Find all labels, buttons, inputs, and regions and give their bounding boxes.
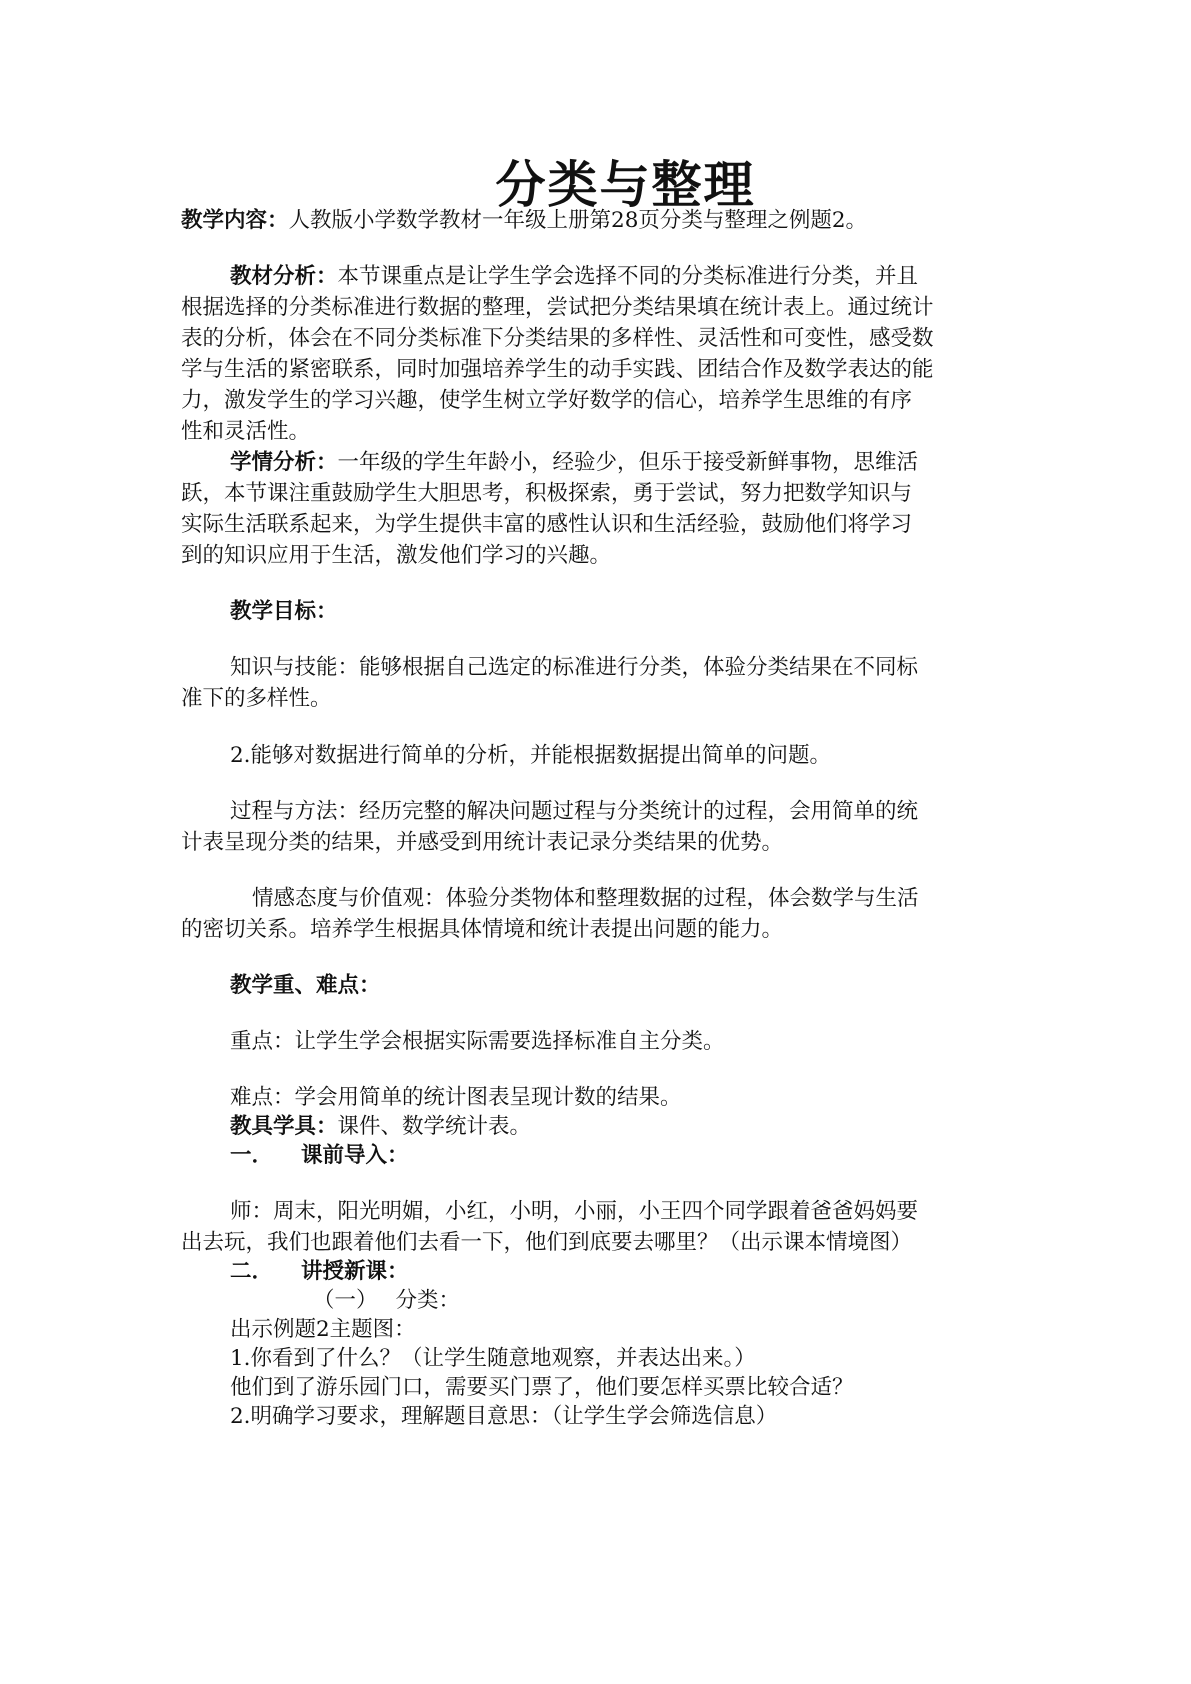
section-2-line: 1.你看到了什么？（让学生随意地观察，并表达出来。）: [230, 1346, 756, 1371]
section-2-line: 出示例题2主题图：: [230, 1317, 416, 1342]
section-1-heading: [230, 1141, 409, 1171]
paragraph-line: 实际生活联系起来，为学生提供丰富的感性认识和生活经验，鼓励他们将学习: [181, 512, 913, 537]
student-analysis-text: 一年级的学生年龄小，经验少，但乐于接受新鲜事物，思维活: [337, 450, 919, 475]
section-2-title: 讲授新课：: [301, 1259, 409, 1284]
section-2-heading: [230, 1257, 409, 1287]
paragraph-line: 学与生活的紧密联系，同时加强培养学生的动手实践、团结合作及数学表达的能: [181, 357, 934, 382]
subsection-number: （一）: [313, 1288, 378, 1313]
paragraph-line: 跃，本节课注重鼓励学生大胆思考，积极探索，勇于尝试，努力把数学知识与: [181, 481, 913, 506]
objective-knowledge-line: 知识与技能：能够根据自己选定的标准进行分类，体验分类结果在不同标: [230, 655, 919, 680]
paragraph-line: 根据选择的分类标准进行数据的整理，尝试把分类结果填在统计表上。通过统计: [181, 295, 934, 320]
material-analysis-text: 本节课重点是让学生学会选择不同的分类标准进行分类，并且: [337, 264, 919, 289]
section-1-line: 师：周末，阳光明媚，小红，小明，小丽，小王四个同学跟着爸爸妈妈要: [230, 1199, 919, 1224]
objective-process-line: 计表呈现分类的结果，并感受到用统计表记录分类结果的优势。: [181, 830, 784, 855]
objective-emotion-line: 的密切关系。培养学生根据具体情境和统计表提出问题的能力。: [181, 917, 784, 942]
student-analysis-first-line: [230, 448, 918, 478]
objective-emotion-line: 情感态度与价值观：体验分类物体和整理数据的过程，体会数学与生活: [252, 886, 919, 911]
material-analysis-label: 教材分析：: [230, 264, 338, 289]
paragraph-line: 性和灵活性。: [181, 419, 311, 444]
page-title: 分类与整理: [495, 156, 756, 214]
section-1-number: 一．: [230, 1143, 274, 1168]
paragraph-line: 表的分析，体会在不同分类标准下分类结果的多样性、灵活性和可变性，感受数: [181, 326, 934, 351]
material-analysis-first-line: [230, 262, 918, 292]
teaching-tools: [230, 1112, 531, 1142]
student-analysis-label: 学情分析：: [230, 450, 338, 475]
difficulty-point: 难点：学会用简单的统计图表呈现计数的结果。: [230, 1085, 682, 1110]
teaching-content: [181, 206, 867, 236]
paragraph-line: 力，激发学生的学习兴趣，使学生树立学好数学的信心，培养学生思维的有序: [181, 388, 913, 413]
section-1-line: 出去玩，我们也跟着他们去看一下，他们到底要去哪里？（出示课本情境图）: [181, 1230, 913, 1255]
objective-process-line: 过程与方法：经历完整的解决问题过程与分类统计的过程，会用简单的统: [230, 799, 919, 824]
section-2-number: 二．: [230, 1259, 274, 1284]
objective-item-2: 2.能够对数据进行简单的分析，并能根据数据提出简单的问题。: [230, 743, 832, 768]
paragraph-line: 到的知识应用于生活，激发他们学习的兴趣。: [181, 543, 612, 568]
teaching-tools-text: 课件、数学统计表。: [337, 1114, 532, 1139]
subsection-title: 分类：: [395, 1288, 461, 1313]
objective-knowledge-line: 准下的多样性。: [181, 686, 332, 711]
subsection-heading: [313, 1286, 460, 1316]
key-points-heading: 教学重、难点：: [230, 973, 381, 998]
section-2-line: 他们到了游乐园门口，需要买门票了，他们要怎样买票比较合适？: [230, 1375, 854, 1400]
key-point: 重点：让学生学会根据实际需要选择标准自主分类。: [230, 1029, 725, 1054]
teaching-tools-label: 教具学具：: [230, 1114, 338, 1139]
teaching-content-text: 人教版小学数学教材一年级上册第28页分类与整理之例题2。: [288, 208, 868, 233]
section-2-line: 2.明确学习要求，理解题目意思：（让学生学会筛选信息）: [230, 1404, 778, 1429]
teaching-content-label: 教学内容：: [181, 208, 289, 233]
section-1-title: 课前导入：: [301, 1143, 409, 1168]
objectives-heading: 教学目标：: [230, 599, 338, 624]
